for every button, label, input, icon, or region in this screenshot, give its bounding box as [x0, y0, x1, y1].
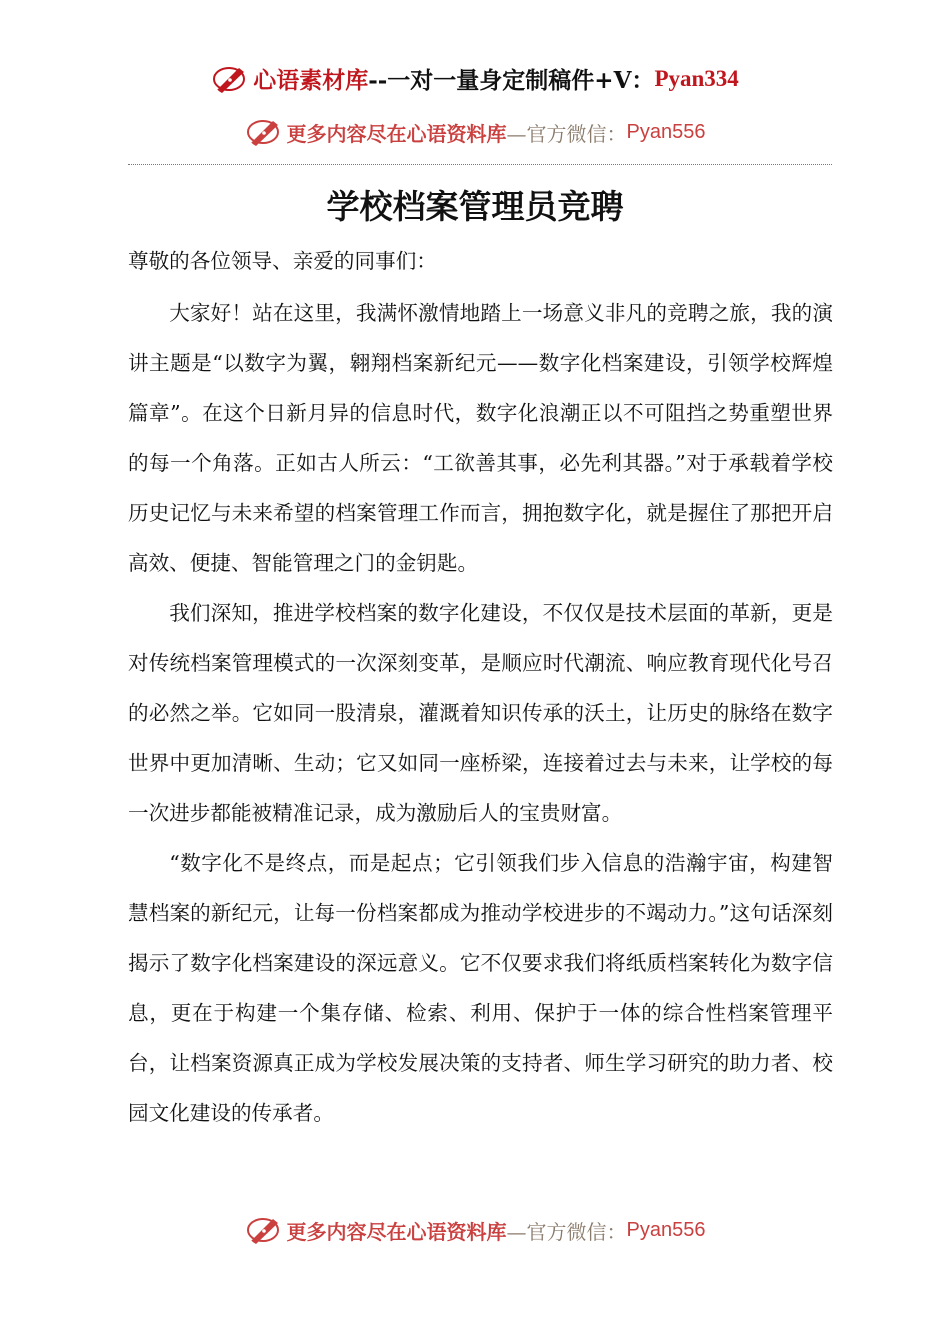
header-sub-red: 更多内容尽在心语资料库	[286, 121, 507, 146]
paragraph: 大家好！站在这里，我满怀激情地踏上一场意义非凡的竞聘之旅，我的演讲主题是“以数字为翼，翱翔档案新纪元——数字化档案建设，引领学校辉煌篇章”。在这个日新月异的信息时代，数字化浪潮正以不可阻挡之势重塑世界的每一个角落。正如古人所云：“工欲善其事，必先利其器。”对于承载着学校历史记忆与未来希望的档案管理工作而言，拥抱数字化，就是握住了那把开启高效、便捷、智能管理之门的金钥匙。	[128, 301, 833, 575]
header-brand-line	[0, 62, 950, 95]
footer-line	[0, 1215, 950, 1245]
header-divider	[128, 164, 832, 165]
document-title: 学校档案管理员竞聘	[326, 187, 624, 226]
salutation: 尊敬的各位领导、亲爱的同事们：	[128, 249, 437, 273]
header-sub-gray: —官方微信：	[506, 121, 627, 146]
footer-sub-gray: —官方微信：	[506, 1219, 627, 1244]
header-sub-line	[0, 117, 950, 147]
wechat-id: Pyan334	[654, 65, 739, 91]
fountain-pen-logo-icon	[245, 1215, 285, 1245]
footer-sub-id: Pyan556	[626, 1218, 706, 1241]
paragraph: “数字化不是终点，而是起点；它引领我们步入信息的浩瀚宇宙，构建智慧档案的新纪元，让每一份档案都成为推动学校进步的不竭动力。”这句话深刻揭示了数字化档案建设的深远意义。它不仅要求我们将纸质档案转化为数字信息，更在于构建一个集存储、检索、利用、保护于一体的综合性档案管理平台，让档案资源真正成为学校发展决策的支持者、师生学习研究的助力者、校园文化建设的传承者。	[128, 851, 833, 1125]
header-sub-id: Pyan556	[626, 120, 706, 143]
fountain-pen-logo-icon	[245, 117, 285, 147]
brand-name: 心语素材库	[253, 67, 369, 94]
fountain-pen-logo-icon	[211, 64, 251, 94]
paragraph: 我们深知，推进学校档案的数字化建设，不仅仅是技术层面的革新，更是对传统档案管理模式的一次深刻变革，是顺应时代潮流、响应教育现代化号召的必然之举。它如同一股清泉，灌溉着知识传承的沃土，让历史的脉络在数字世界中更加清晰、生动；它又如同一座桥梁，连接着过去与未来，让学校的每一次进步都能被精准记录，成为激励后人的宝贵财富。	[128, 601, 833, 825]
document-body	[128, 236, 833, 1138]
footer-sub-red: 更多内容尽在心语资料库	[286, 1219, 507, 1244]
brand-slogan: --一对一量身定制稿件+V：	[368, 67, 655, 94]
